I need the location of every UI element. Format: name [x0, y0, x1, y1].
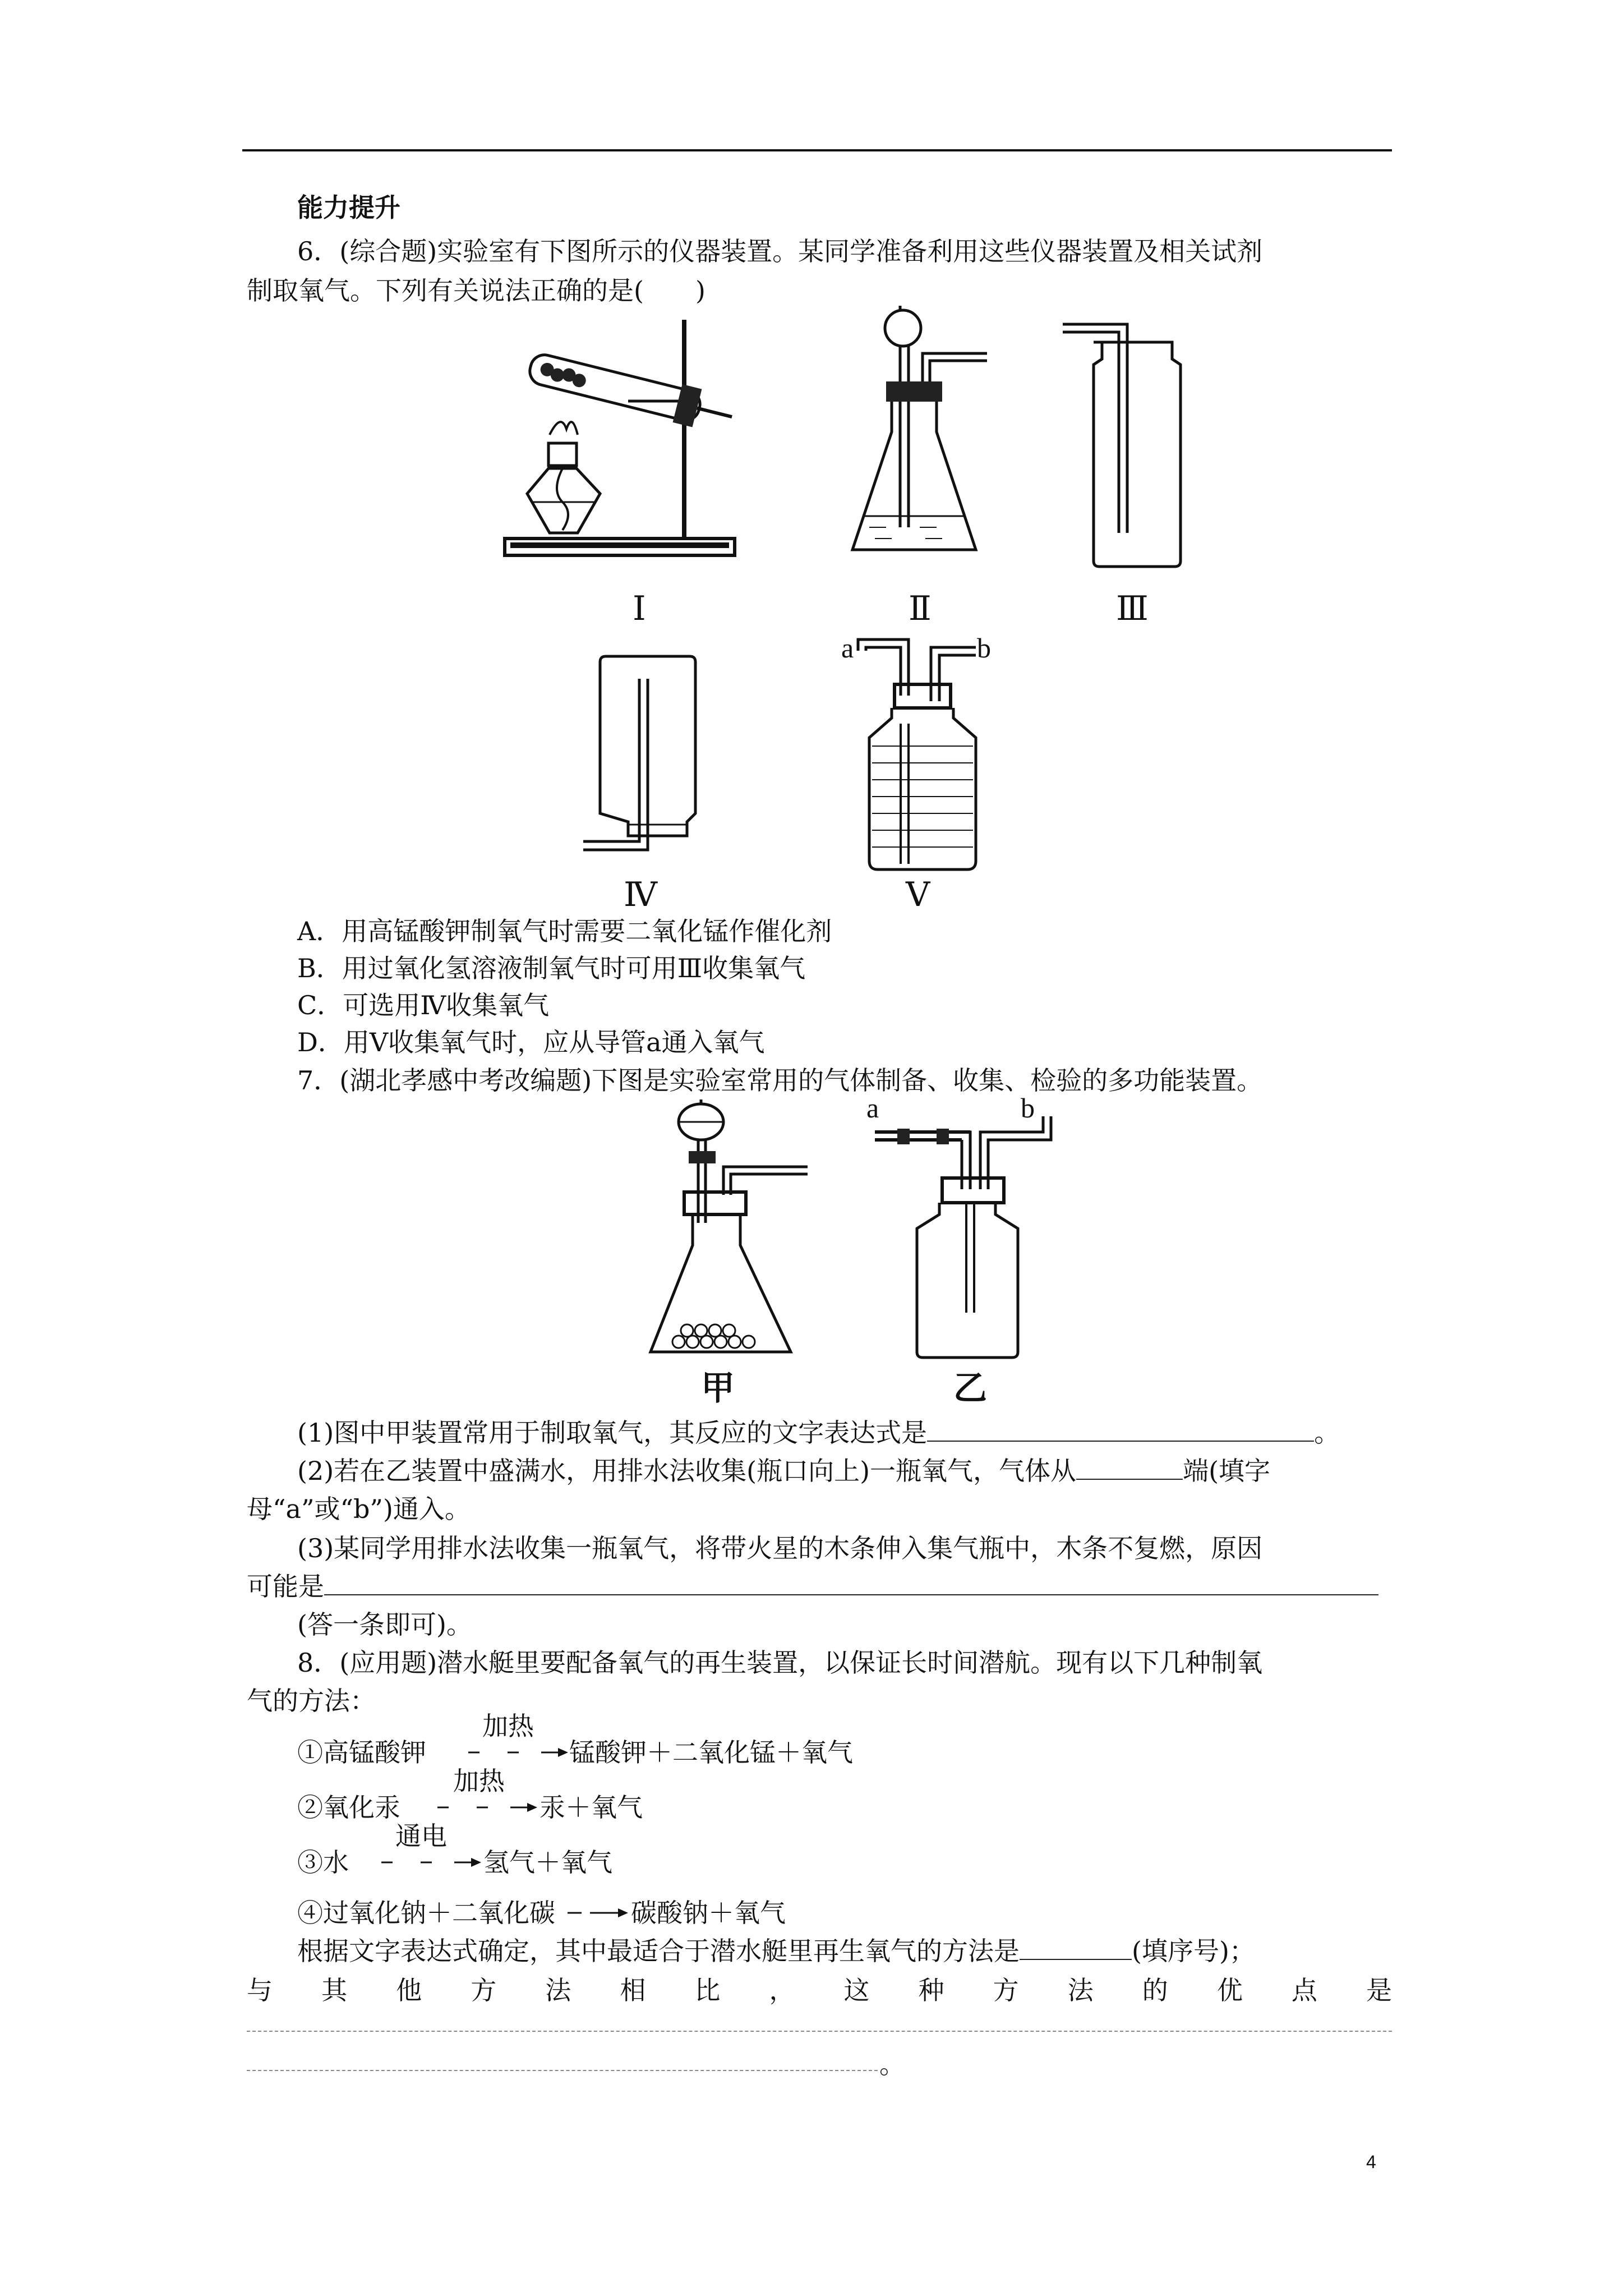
label-yi: 乙 [953, 1369, 987, 1408]
q7-part1 [297, 1416, 1340, 1450]
q7-part2-text2: 端(填字 [1183, 1456, 1271, 1486]
reaction2-reactant: ②氧化汞 [297, 1792, 400, 1823]
label-V-b: b [977, 632, 991, 664]
reaction2-arrow [437, 1800, 538, 1816]
q6-option-a: A．用高锰酸钾制氧气时需要二氧化锰作催化剂 [297, 916, 832, 946]
q7-part1-text: (1)图中甲装置常用于制取氧气，其反应的文字表达式是 [297, 1418, 928, 1448]
reaction4-products: 碳酸钠＋氧气 [631, 1898, 786, 1928]
q8-ask2-char: 点 [1291, 1975, 1317, 2005]
q8-ask2-char: 方 [993, 1975, 1019, 2005]
q8-ask2-char: 这 [843, 1975, 870, 2005]
reaction1-condition: 加热 [482, 1711, 534, 1741]
reaction2-products: 汞＋氧气 [540, 1792, 643, 1823]
q8-ask1-blank[interactable] [1020, 1939, 1132, 1960]
q7-part2-text: (2)若在乙装置中盛满水，用排水法收集(瓶口向上)一瓶氧气，气体从 [297, 1456, 1077, 1486]
q8-ask1 [297, 1934, 1255, 1968]
q6-option-c: C．可选用Ⅳ收集氧气 [297, 990, 550, 1020]
apparatus-III [1060, 320, 1195, 567]
apparatus-I [494, 309, 751, 572]
q8-ask2-char: 优 [1216, 1975, 1243, 2005]
reaction1-arrow [468, 1745, 569, 1761]
q8-ask1-text2: (填序号)； [1132, 1936, 1255, 1966]
reaction3-products: 氢气＋氧气 [483, 1847, 612, 1878]
q7-part3-line3: (答一条即可)。 [297, 1609, 472, 1640]
apparatus-jia [645, 1099, 847, 1369]
q6-line1: 6．(综合题)实验室有下图所示的仪器装置。某同学准备利用这些仪器装置及相关试剂 [297, 236, 1263, 266]
q7-intro: 7．(湖北孝感中考改编题)下图是实验室常用的气体制备、收集、检验的多功能装置。 [297, 1065, 1263, 1096]
q8-ask2-char: 方 [471, 1975, 497, 2005]
header-rule [242, 149, 1392, 151]
q8-ask2-char: 其 [321, 1975, 348, 2005]
q6-line2: 制取氧气。下列有关说法正确的是( ) [247, 275, 706, 306]
label-yi-b: b [1021, 1092, 1035, 1124]
q8-intro-line2: 气的方法： [247, 1686, 376, 1716]
reaction4-arrow [568, 1905, 629, 1922]
q6-option-d: D．用Ⅴ收集氧气时，应从导管a通入氧气 [297, 1027, 765, 1057]
apparatus-yi [875, 1116, 1077, 1363]
q8-ask2 [247, 1973, 1392, 2007]
q7-part3-line2 [247, 1570, 1378, 1603]
q8-ask2-char: 他 [396, 1975, 422, 2005]
label-IV: Ⅳ [624, 876, 657, 913]
q8-ask1-text: 根据文字表达式确定，其中最适合于潜水艇里再生氧气的方法是 [297, 1936, 1020, 1966]
q7-part2-blank[interactable] [1076, 1458, 1183, 1480]
apparatus-V [858, 639, 1038, 875]
q8-ask2-char: 与 [247, 1975, 273, 2005]
label-III: Ⅲ [1116, 590, 1149, 627]
label-V-a: a [841, 632, 854, 664]
reaction3-arrow [381, 1855, 482, 1871]
q7-part2-line2: 母“a”或“b”)通入。 [247, 1494, 471, 1524]
q7-part2 [297, 1454, 1270, 1488]
q7-part1-blank[interactable] [927, 1420, 1314, 1442]
q8-ask2-char: 法 [1067, 1975, 1094, 2005]
label-yi-a: a [866, 1092, 879, 1124]
page-number: 4 [1366, 2152, 1376, 2172]
q8-ask2-char: ， [769, 1975, 795, 2005]
q7-part3-text: 可能是 [247, 1571, 324, 1602]
q8-ask2-char: 种 [918, 1975, 944, 2005]
reaction4-reactants: ④过氧化钠＋二氧化碳 [297, 1898, 555, 1928]
label-V: Ⅴ [906, 876, 930, 913]
label-jia: 甲 [701, 1369, 735, 1408]
q8-ask2-char: 是 [1366, 1975, 1392, 2005]
q8-end-mark: 。 [879, 2049, 905, 2079]
q7-part1-end: 。 [1314, 1418, 1340, 1448]
q8-ask2-char: 法 [545, 1975, 571, 2005]
q8-ask2-char: 的 [1142, 1975, 1168, 2005]
q8-answer-line1[interactable] [247, 2031, 1392, 2032]
apparatus-IV [583, 656, 718, 858]
q8-ask2-char: 比 [694, 1975, 721, 2005]
section-title: 能力提升 [297, 192, 400, 223]
label-II: Ⅱ [909, 590, 932, 627]
q6-option-b: B．用过氧化氢溶液制氧气时可用Ⅲ收集氧气 [297, 953, 806, 983]
apparatus-II [841, 303, 1026, 572]
q8-answer-line2[interactable] [247, 2070, 878, 2071]
label-I: Ⅰ [633, 590, 646, 627]
reaction1-reactant: ①高锰酸钾 [297, 1737, 426, 1768]
reaction3-condition: 通电 [395, 1821, 447, 1851]
q7-part3-line1: (3)某同学用排水法收集一瓶氧气，将带火星的木条伸入集气瓶中，木条不复燃，原因 [297, 1533, 1263, 1563]
reaction1-products: 锰酸钾＋二氧化锰＋氧气 [569, 1737, 853, 1768]
reaction2-condition: 加热 [453, 1766, 505, 1796]
reaction3-reactant: ③水 [297, 1847, 349, 1878]
q8-intro-line1: 8．(应用题)潜水艇里要配备氧气的再生装置，以保证长时间潜航。现有以下几种制氧 [297, 1648, 1263, 1678]
q7-part3-blank[interactable] [324, 1574, 1378, 1595]
q8-ask2-char: 相 [620, 1975, 646, 2005]
